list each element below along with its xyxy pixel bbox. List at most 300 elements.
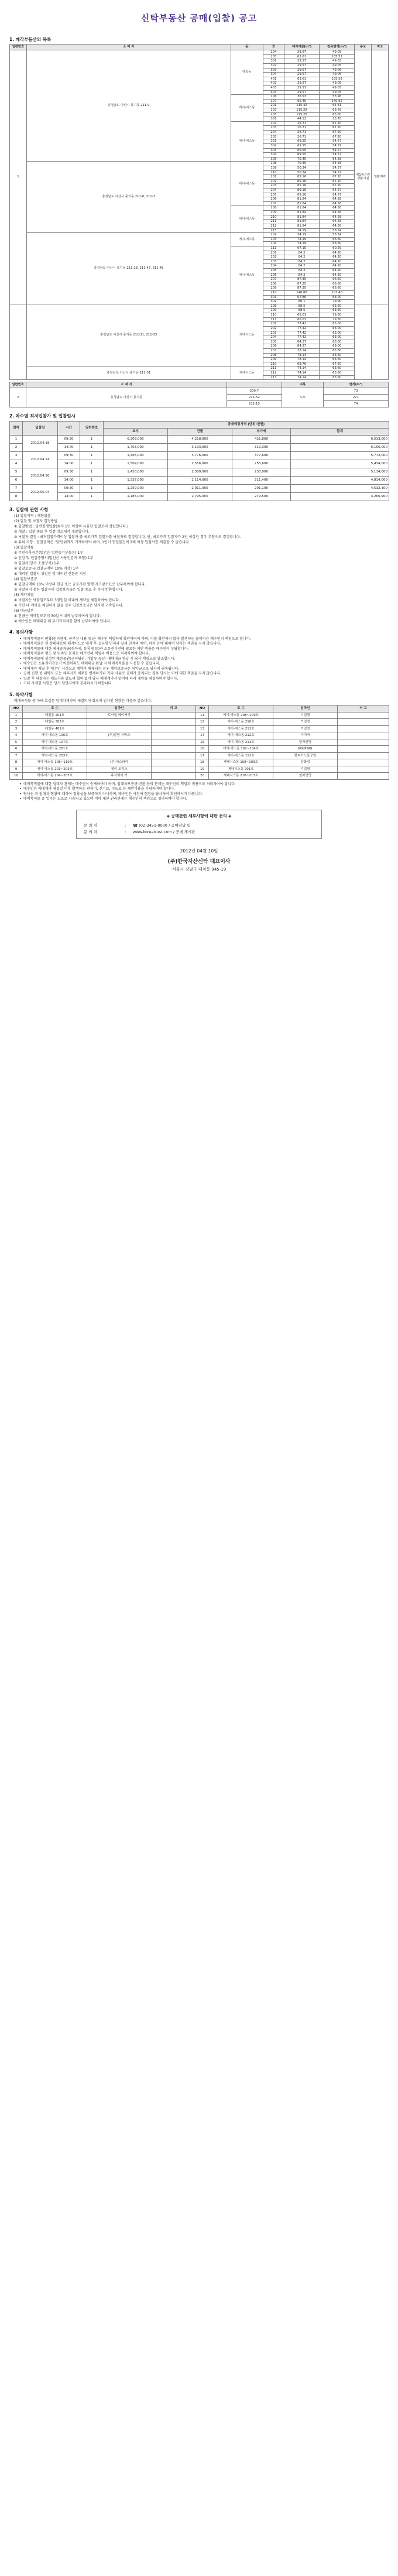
sched-building: 2,556,000 bbox=[168, 460, 232, 468]
property-area: 66.60 bbox=[320, 237, 355, 242]
property-area: 54.57 bbox=[320, 153, 355, 157]
property-no bbox=[10, 304, 27, 379]
property-ho: 205 bbox=[263, 193, 284, 197]
property-area: 67.20 bbox=[320, 362, 355, 366]
rule-line: ④ 유의 사항 : 입찰금액은 ‘원’단위까지 기재하여야 하며, 1인이 동일물건에 2매 이상 입찰서를 제출할 수 없습니다. bbox=[14, 540, 190, 544]
tenant-note bbox=[338, 766, 389, 773]
property-area: 54.57 bbox=[320, 166, 355, 170]
special-term bbox=[18, 782, 389, 787]
property-area: 64.58 bbox=[320, 224, 355, 228]
col-remark: 비고 bbox=[372, 44, 389, 50]
tenant-col-no-2: NO bbox=[196, 705, 209, 712]
sched-time: 14:00 bbox=[58, 492, 80, 501]
schedule-row bbox=[10, 451, 389, 460]
property-land-share: 69.55 bbox=[284, 143, 319, 148]
property-land-share: 77.42 bbox=[284, 331, 319, 335]
property-address: 충청남도 아산시 풍기동 211-31 bbox=[26, 366, 231, 380]
property-area: 54.57 bbox=[320, 189, 355, 193]
tenant-note bbox=[338, 712, 389, 719]
bullet-icon: • bbox=[19, 792, 22, 796]
property-row bbox=[10, 233, 389, 238]
tenant-unit: 에이-에스동 201~203호 bbox=[23, 766, 87, 773]
property-ho: 212 bbox=[263, 371, 284, 376]
tenant-no: 9 bbox=[10, 766, 23, 773]
road-col-no: 일련번호 bbox=[10, 382, 26, 388]
caution-item bbox=[18, 647, 389, 652]
property-land-share: 84.37 bbox=[284, 340, 319, 344]
property-ho: 111 bbox=[263, 246, 284, 251]
property-land-share: 84.2 bbox=[284, 268, 319, 273]
special-terms-paragraphs bbox=[9, 782, 389, 801]
sched-time: 14:00 bbox=[58, 443, 80, 451]
property-area: 79.30 bbox=[320, 313, 355, 318]
property-land-share: 81.84 bbox=[284, 206, 319, 211]
tenant-col-no: NO bbox=[10, 705, 23, 712]
property-ho: 401 bbox=[263, 77, 284, 81]
property-land-share: 87.35 bbox=[284, 286, 319, 291]
property-ho: 205 bbox=[263, 135, 284, 139]
contact-row bbox=[83, 822, 315, 828]
sched-vat: 201,100 bbox=[232, 484, 291, 492]
col-no: 일련번호 bbox=[10, 44, 27, 50]
property-land-share: 50.34 bbox=[284, 170, 319, 175]
property-land-share: 84.37 bbox=[284, 344, 319, 349]
road-col-address: 소 재 지 bbox=[26, 382, 227, 388]
property-ho: 305 bbox=[263, 157, 284, 162]
caution-item bbox=[18, 677, 389, 681]
section-2-heading: 2. 차수별 최저입찰가 및 입찰일시 bbox=[9, 413, 76, 419]
property-address: 충청남도 아산시 풍기동 211-28, 211-47, 211-48 bbox=[26, 233, 231, 304]
property-area: 63.60 bbox=[320, 375, 355, 380]
bullet-icon: • bbox=[19, 636, 22, 641]
property-area: 54.58 bbox=[320, 162, 355, 166]
property-land-share: 74.19 bbox=[284, 233, 319, 238]
tenant-no: 13 bbox=[196, 725, 209, 732]
property-land-share: 115.28 bbox=[284, 112, 319, 117]
road-lot: 200-7 bbox=[227, 388, 282, 395]
road-col-jimok: 지목 bbox=[282, 382, 324, 388]
contact-label: 문 의 처 bbox=[84, 823, 97, 828]
property-ho: 208 bbox=[263, 353, 284, 358]
property-land-share: 81.84 bbox=[284, 215, 319, 220]
property-area: 58.54 bbox=[320, 233, 355, 238]
bullet-icon: • bbox=[19, 642, 22, 646]
tenant-row bbox=[10, 725, 389, 732]
property-area: 79.30 bbox=[320, 317, 355, 322]
property-area: 53.96 bbox=[320, 95, 355, 100]
property-ho: 205 bbox=[263, 112, 284, 117]
tenant-name: KOLPING bbox=[273, 746, 338, 753]
rule-line: ① 잔금은 계약일로부터 30일 이내에 납부하여야 합니다. bbox=[14, 614, 101, 618]
sched-total: 5,114,000 bbox=[291, 468, 389, 476]
caution-text: 매수인은 소유권이전등기 이전이라도 매매대금 완납 시 매매목적물을 사용할 수 있습니다. bbox=[23, 662, 160, 666]
special-term-text: 매수인은 매매계약 체결일 이후 발생하는 관리비, 전기료, 수도료 등 제반비용을 부담하여야 합니다. bbox=[23, 787, 175, 792]
col-land-share: 대지지분(m²) bbox=[284, 44, 319, 50]
sched-land: 1,337,000 bbox=[104, 476, 168, 484]
property-dong: 에이-에스동 bbox=[231, 246, 263, 304]
road-lot: 211-10 bbox=[227, 401, 282, 407]
sched-total: 4,532,100 bbox=[291, 484, 389, 492]
tenant-no: 4 bbox=[10, 732, 23, 739]
property-land-share: 29.57 bbox=[284, 73, 319, 77]
property-area: 23.70 bbox=[320, 117, 355, 122]
property-area: 64.20 bbox=[320, 251, 355, 255]
sched-building: 2,114,000 bbox=[168, 476, 232, 484]
property-area: 69.00 bbox=[320, 344, 355, 349]
property-area: 49.05 bbox=[320, 90, 355, 95]
rule-line: (1) 입찰자격 : 제한없음 bbox=[14, 513, 51, 518]
contact-label: 문 의 처 bbox=[84, 829, 97, 834]
tenant-col-tenant: 임차인 bbox=[87, 705, 152, 712]
sched-time: 09:30 bbox=[58, 468, 80, 476]
property-area: 49.05 bbox=[320, 73, 355, 77]
contact-table bbox=[83, 822, 315, 835]
tenant-unit: 제네시스동 210~213호 bbox=[209, 773, 273, 780]
property-land-share: 84.2 bbox=[284, 251, 319, 255]
property-ho: 207 bbox=[263, 201, 284, 206]
caution-item bbox=[18, 667, 389, 672]
tenant-name: 에이 오피스 bbox=[87, 766, 152, 773]
sched-no: 1 bbox=[80, 435, 104, 443]
caution-text: 매매목적물은 현 상태대로의 매각이므로 매각 후 공부상 면적과 실제 면적의 차이, 하자 등에 대하여 당사는 책임을 지지 않습니다. bbox=[23, 642, 221, 646]
sched-vat: 279,500 bbox=[232, 492, 291, 501]
property-area: 67.20 bbox=[320, 121, 355, 126]
sched-round: 8 bbox=[10, 492, 23, 501]
property-land-share: 78.14 bbox=[284, 358, 319, 362]
sched-building: 4,218,000 bbox=[168, 435, 232, 443]
property-area: 67.20 bbox=[320, 175, 355, 180]
page bbox=[0, 0, 398, 879]
property-land-share: 29.57 bbox=[284, 81, 319, 86]
tenant-no: 14 bbox=[196, 732, 209, 739]
property-area: 67.20 bbox=[320, 179, 355, 184]
property-land-share: 44.12 bbox=[284, 117, 319, 122]
caution-item bbox=[18, 662, 389, 666]
sched-building: 2,309,000 bbox=[168, 468, 232, 476]
special-term-text: 당사는 위 임대차 현황에 대하여 정확성을 보증하지 아니하며, 매수인은 사전에 현장을 답사하여 확인하시기 바랍니다. bbox=[23, 792, 203, 796]
caution-text: 입찰 후 낙찰자는 매도자와 별도의 협의 없이 당사 매매계약서 양식에 따라 계약을 체결하여야 합니다. bbox=[23, 676, 179, 681]
property-land-share: 74.14 bbox=[284, 371, 319, 376]
property-land-share: 87.35 bbox=[284, 282, 319, 286]
property-ho: 209 bbox=[263, 358, 284, 362]
property-land-share: 81.84 bbox=[284, 220, 319, 224]
property-land-share: 85.16 bbox=[284, 179, 319, 184]
property-row bbox=[10, 366, 389, 371]
property-ho: 301 bbox=[263, 295, 284, 300]
sched-col-date: 입찰일 bbox=[23, 421, 58, 435]
caution-item bbox=[18, 637, 389, 642]
contact-row bbox=[83, 828, 315, 835]
tenant-note bbox=[338, 773, 389, 780]
property-land-share: 29.57 bbox=[284, 50, 319, 55]
tenant-no: 2 bbox=[10, 719, 23, 726]
schedule-table bbox=[9, 421, 389, 501]
tenant-note bbox=[152, 732, 196, 739]
property-ho: 203 bbox=[263, 108, 284, 113]
tenant-name: 임차인명 bbox=[273, 739, 338, 746]
sched-time: 09:30 bbox=[58, 451, 80, 460]
issuer: (주)한국자산신탁 대표이사 bbox=[167, 858, 231, 865]
property-area: 79.90 bbox=[320, 300, 355, 304]
caution-item bbox=[18, 657, 389, 662]
property-land-share: 29.57 bbox=[284, 86, 319, 91]
tenant-no: 18 bbox=[196, 759, 209, 766]
tenant-col-note-2: 비 고 bbox=[338, 705, 389, 712]
rule-line: (3) 입찰서류 bbox=[14, 545, 34, 550]
property-ho: 212 bbox=[263, 224, 284, 228]
tenant-unit: 제네시스동 201호 bbox=[209, 766, 273, 773]
property-ho: 103 bbox=[263, 237, 284, 242]
issuer-address: 서울시 강남구 대치동 945-19 bbox=[171, 867, 227, 872]
road-area: 74 bbox=[323, 401, 388, 407]
property-area: 67.20 bbox=[320, 131, 355, 135]
sched-land: 1,509,000 bbox=[104, 460, 168, 468]
sched-building: 2,011,000 bbox=[168, 484, 232, 492]
tenant-no: 16 bbox=[196, 746, 209, 753]
tenant-row bbox=[10, 773, 389, 780]
property-ho: 211 bbox=[263, 220, 284, 224]
tenant-no: 7 bbox=[10, 752, 23, 759]
sched-vat: 255,600 bbox=[232, 460, 291, 468]
property-area: 49.05 bbox=[320, 50, 355, 55]
property-land-share: 29.57 bbox=[284, 59, 319, 64]
rule-line: ② 기한 내 계약을 체결하지 않을 경우 입찰보증금은 당사에 귀속됩니다. bbox=[14, 603, 123, 608]
property-dong: 제네시스동 bbox=[231, 304, 263, 366]
schedule-row bbox=[10, 468, 389, 476]
sched-no: 1 bbox=[80, 468, 104, 476]
tenant-note bbox=[338, 739, 389, 746]
sched-no: 1 bbox=[80, 451, 104, 460]
tenant-note bbox=[152, 766, 196, 773]
property-area: 64.81 bbox=[320, 104, 355, 108]
rule-line: ② 낙찰되지 못한 입찰자의 입찰보증금은 입찰 종료 후 즉시 반환합니다. bbox=[14, 587, 123, 592]
property-ho: 201 bbox=[263, 322, 284, 327]
property-land-share: 69.55 bbox=[284, 148, 319, 153]
road-col-lot bbox=[227, 382, 282, 388]
sched-col-time: 시간 bbox=[58, 421, 80, 435]
bid-rules bbox=[9, 514, 389, 545]
property-land-share: 84.2 bbox=[284, 264, 319, 269]
sched-round: 1 bbox=[10, 435, 23, 443]
bullet-icon: • bbox=[19, 662, 22, 666]
rule-line: ⑤ 대리인 입찰시 위임장 및 대리인 신분증 지참 bbox=[14, 571, 87, 576]
schedule-row bbox=[10, 460, 389, 468]
property-row bbox=[10, 304, 389, 309]
property-ho: 209 bbox=[263, 286, 284, 291]
tenant-col-unit-2: 호 수 bbox=[209, 705, 273, 712]
rule-line: (5) 계약체결 bbox=[14, 592, 34, 597]
road-jimok: 도로 bbox=[282, 388, 324, 407]
property-area: 54.57 bbox=[320, 170, 355, 175]
property-area: 63.00 bbox=[320, 340, 355, 344]
section-5-heading: 5. 특약사항 bbox=[9, 691, 33, 697]
road-area: 73 bbox=[323, 388, 388, 395]
property-land-share: 66.03 bbox=[284, 317, 319, 322]
property-remark bbox=[372, 304, 389, 379]
special-term-text: 매매목적물에 대한 임대차 관계는 매수인이 승계하여야 하며, 임대차보증금 반환 등의 문제는 매수인의 책임과 비용으로 처리하여야 합니다. bbox=[23, 782, 236, 786]
property-ho: 107 bbox=[263, 99, 284, 104]
tenant-name bbox=[87, 752, 152, 759]
sched-no: 1 bbox=[80, 460, 104, 468]
tenant-unit: 에이-에스동 208~209호 bbox=[209, 712, 273, 719]
property-row bbox=[10, 162, 389, 166]
tenant-note bbox=[152, 725, 196, 732]
property-ho: 403 bbox=[263, 86, 284, 91]
property-ho: 210 bbox=[263, 215, 284, 220]
tenant-note bbox=[152, 752, 196, 759]
property-area: 64.58 bbox=[320, 211, 355, 215]
sched-vat: 421,800 bbox=[232, 435, 291, 443]
tenant-no: 6 bbox=[10, 746, 23, 753]
property-area: 63.60 bbox=[320, 371, 355, 376]
road-address: 충청남도 아산시 풍기동 bbox=[26, 388, 227, 407]
property-land-share: 69.55 bbox=[284, 139, 319, 144]
sched-col-building: 건물 bbox=[168, 428, 232, 435]
property-use: 제1종근린생활시설 bbox=[355, 50, 372, 304]
rule-line: (6) 대금납부 bbox=[14, 608, 34, 613]
tenant-unit: 제네시스동 108~109호 bbox=[209, 759, 273, 766]
contact-colon: : bbox=[125, 829, 126, 834]
property-area: 63.69 bbox=[320, 108, 355, 113]
section-1-heading: 1. 매각부동산의 목록 bbox=[9, 36, 52, 42]
property-land-share: 115.42 bbox=[284, 104, 319, 108]
property-ho: 404 bbox=[263, 90, 284, 95]
sched-no: 1 bbox=[80, 492, 104, 501]
sched-total: 5,434,000 bbox=[291, 460, 389, 468]
property-dong: 에이-에스동 bbox=[231, 233, 263, 246]
contact-web[interactable]: www.koreatrust.com / 공매 게시판 bbox=[133, 829, 195, 834]
property-land-share: 81.84 bbox=[284, 211, 319, 215]
property-ho: 109 bbox=[263, 166, 284, 170]
property-ho: 402 bbox=[263, 81, 284, 86]
property-land-share: 67.86 bbox=[284, 295, 319, 300]
property-land-share: 85.16 bbox=[284, 184, 319, 189]
property-ho: 208 bbox=[263, 206, 284, 211]
property-land-share: 68.76 bbox=[284, 362, 319, 366]
tenant-note bbox=[152, 739, 196, 746]
property-ho: 301 bbox=[263, 139, 284, 144]
property-ho: 210 bbox=[263, 362, 284, 366]
tenant-unit: 에이-에스동 111호 bbox=[209, 752, 273, 759]
bullet-icon: • bbox=[19, 666, 22, 671]
property-address: 충청남도 아산시 풍기동 211-31, 211-33 bbox=[26, 304, 231, 366]
property-ho: 302 bbox=[263, 300, 284, 304]
bullet-icon: • bbox=[19, 656, 22, 661]
property-area: 58.54 bbox=[320, 228, 355, 233]
property-ho: 304 bbox=[263, 73, 284, 77]
schedule-row bbox=[10, 435, 389, 443]
property-ho: 301 bbox=[263, 59, 284, 64]
property-ho: 201 bbox=[263, 104, 284, 108]
sched-land: 1,703,000 bbox=[104, 443, 168, 451]
bullet-icon: • bbox=[19, 681, 22, 686]
rule-line: ④ 입찰보증금(입찰금액의 10% 이상) 1부 bbox=[14, 566, 79, 571]
sched-date: 2012.04.30 bbox=[23, 468, 58, 484]
bullet-icon: • bbox=[19, 646, 22, 651]
tenant-name bbox=[87, 719, 152, 726]
property-ho: 110 bbox=[263, 170, 284, 175]
sched-time: 14:00 bbox=[58, 476, 80, 484]
caution-text: 매매목적물의 현황(권리관계, 공부상 내용 등)은 매수인 책임하에 확인하여야 하며, 이를 확인하지 않아 발생하는 불이익은 매수인의 책임으로 합니다. bbox=[23, 636, 251, 641]
sched-date: 2012.04.24 bbox=[23, 451, 58, 468]
sched-vat: 211,400 bbox=[232, 476, 291, 484]
property-land-share: 74.14 bbox=[284, 375, 319, 380]
property-land-share: 88.5 bbox=[284, 309, 319, 313]
property-area: 63.00 bbox=[320, 331, 355, 335]
sched-time: 09:30 bbox=[58, 435, 80, 443]
tenant-name bbox=[87, 746, 152, 753]
tenant-name: 가치바 bbox=[273, 732, 338, 739]
sched-round: 2 bbox=[10, 443, 23, 451]
property-ho: 303 bbox=[263, 68, 284, 73]
property-land-share: 74.19 bbox=[284, 237, 319, 242]
tenant-col-note: 비 고 bbox=[152, 705, 196, 712]
property-ho: 110 bbox=[263, 313, 284, 318]
property-ho: 207 bbox=[263, 278, 284, 282]
property-area: 107.40 bbox=[320, 291, 355, 296]
property-ho: 111 bbox=[263, 317, 284, 322]
tenant-no: 17 bbox=[196, 752, 209, 759]
sched-col-price-group: 공매예정가격 (단위:천원) bbox=[104, 421, 389, 428]
property-ho: 203 bbox=[263, 331, 284, 335]
property-area: 64.58 bbox=[320, 220, 355, 224]
property-area: 64.58 bbox=[320, 206, 355, 211]
sched-total: 5,773,000 bbox=[291, 451, 389, 460]
special-term bbox=[18, 797, 389, 801]
bullet-icon: • bbox=[19, 652, 22, 656]
col-use: 용도 bbox=[355, 44, 372, 50]
property-dong: 제네시스동 bbox=[231, 366, 263, 380]
property-land-share: 26.71 bbox=[284, 126, 319, 131]
tenant-name: 기업명 bbox=[273, 719, 338, 726]
tenant-table bbox=[9, 705, 389, 780]
tenant-no: 11 bbox=[196, 712, 209, 719]
contact-phone[interactable]: ☎ (02)3451-0000 / 공매담당 팀 bbox=[133, 823, 191, 828]
property-area: 140.92 bbox=[320, 99, 355, 104]
tenant-unit: 에이-에스동 212호 bbox=[209, 732, 273, 739]
tenant-unit: 에이-에스동 213호 bbox=[209, 739, 273, 746]
tenant-no: 10 bbox=[10, 773, 23, 780]
special-term-text: 매매목적물 중 일부는 도로로 사용되고 있으며 이에 대한 권리관계는 매수인의 책임으로 정리하여야 합니다. bbox=[23, 797, 187, 801]
schedule-row bbox=[10, 484, 389, 492]
tenant-note bbox=[338, 759, 389, 766]
property-area: 63.00 bbox=[320, 295, 355, 300]
property-land-share: 84.2 bbox=[284, 259, 319, 264]
tenant-unit: 에이-에스동 102~104호 bbox=[209, 746, 273, 753]
sched-round: 5 bbox=[10, 468, 23, 476]
road-col-area: 면적(m²) bbox=[323, 382, 388, 388]
property-land-share: 77.42 bbox=[284, 326, 319, 331]
property-area: 63.60 bbox=[320, 304, 355, 309]
property-ho: 109 bbox=[263, 309, 284, 313]
tenant-note bbox=[338, 752, 389, 759]
property-ho: 302 bbox=[263, 63, 284, 68]
property-land-share: 29.57 bbox=[284, 63, 319, 68]
sched-vat: 377,600 bbox=[232, 451, 291, 460]
tenant-name: 로이힐 베이커리 bbox=[87, 712, 152, 719]
contact-title: ◈ 공매관련 세부사항에 대한 문의 ◈ bbox=[166, 813, 232, 818]
rule-line: ② 인감 및 인감증명서(법인은 사용인감계 포함) 1부 bbox=[14, 556, 94, 560]
rule-line: ① 낙찰자는 낙찰일로부터 3영업일 이내에 계약을 체결하여야 합니다. bbox=[14, 598, 120, 602]
rule-line: ① 입찰방법 : 일반경쟁입찰(최저 1인 이상의 유효한 입찰로써 성립합니다.) bbox=[14, 524, 129, 529]
property-ho: 108 bbox=[263, 162, 284, 166]
col-exclusive-area: 전유면적(m²) bbox=[320, 44, 355, 50]
property-address: 충청남도 아산시 풍기동 211-8, 211-7 bbox=[26, 162, 231, 233]
rule-line: (4) 입찰보증금 bbox=[14, 577, 37, 581]
property-use bbox=[355, 304, 372, 379]
property-dong: 에이-에스동 bbox=[231, 162, 263, 206]
property-area: 63.00 bbox=[320, 335, 355, 340]
